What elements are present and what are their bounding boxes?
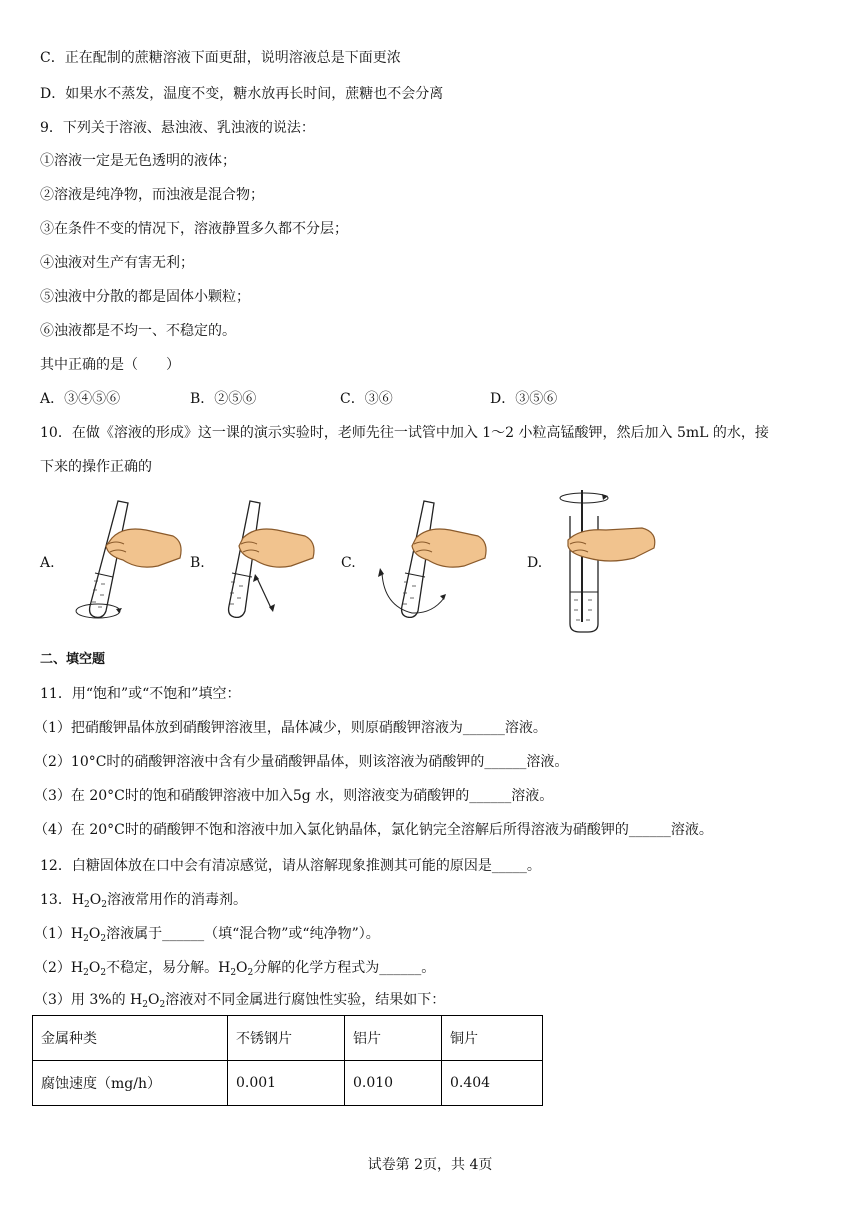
table-row xyxy=(33,1061,543,1106)
q10-figure-label-d: D. xyxy=(527,555,543,571)
q10-stem-line1: 10．在做《溶液的形成》这一课的演示实验时，老师先往一试管中加入 1～2 小粒高锰酸钾，然后加入 5mL 的水，接 xyxy=(40,425,769,441)
h2o2-formula: $H_2O_2$ xyxy=(218,960,254,978)
q9-statement-6: ⑥浊液都是不均一、不稳定的。 xyxy=(40,323,236,339)
table-cell: 0.404 xyxy=(442,1061,543,1106)
q11-item-2: （2）10°C时的硝酸钾溶液中含有少量硝酸钾晶体，则该溶液为硝酸钾的______溶液。 xyxy=(34,754,569,770)
q9-statement-4: ④浊液对生产有害无利； xyxy=(40,255,194,271)
corrosion-table xyxy=(32,1015,543,1106)
q9-option-d: D．③⑤⑥ xyxy=(490,391,558,407)
table-header-row xyxy=(33,1016,543,1061)
q9-option-a: A．③④⑤⑥ xyxy=(40,391,121,407)
q12-stem: 12．白糖固体放在口中会有清凉感觉，请从溶解现象推测其可能的原因是_____。 xyxy=(40,858,541,874)
q8-option-d: D．如果水不蒸发，温度不变，糖水放再长时间，蔗糖也不会分离 xyxy=(40,86,444,102)
h2o2-formula: $H_2O_2$ xyxy=(70,960,107,978)
page-footer: 试卷第 2页，共 4页 xyxy=(367,1157,493,1173)
q10-figure-label-c: C. xyxy=(341,555,356,571)
q9-prompt: 其中正确的是（ ） xyxy=(40,357,180,373)
q11-item-4: （4）在 20°C时的硝酸钾不饱和溶液中加入氯化钠晶体，氯化钠完全溶解后所得溶液为硝酸钾的______溶液。 xyxy=(34,822,713,838)
q13-item-3: （3）用 3%的 $H_2O_2$溶液对不同金属进行腐蚀性实验，结果如下： xyxy=(34,992,446,1010)
q9-statement-2: ②溶液是纯净物，而浊液是混合物； xyxy=(40,187,264,203)
table-cell: 0.001 xyxy=(228,1061,345,1106)
h2o2-formula: $H_2O_2$ xyxy=(71,892,107,910)
q9-statement-1: ①溶液一定是无色透明的液体； xyxy=(40,153,236,169)
q13-item-2: $(2)H_2O_2$不稳定，易分解。$H_2O_2$分解的化学方程式为______。 xyxy=(34,960,436,978)
h2o2-formula: $H_2O_2$ xyxy=(70,926,107,944)
h2o2-formula: $H_2O_2$ xyxy=(130,992,166,1010)
q11-stem: 11．用“饱和”或“不饱和”填空： xyxy=(40,686,241,702)
q9-option-c: C．③⑥ xyxy=(340,391,393,407)
q11-item-3: （3）在 20°C时的饱和硝酸钾溶液中加入5g 水，则溶液变为硝酸钾的______溶液。 xyxy=(34,788,554,804)
section-title-fill-in: 二、填空题 xyxy=(40,652,106,667)
q10-figure-c-test-tube-rotate xyxy=(372,498,490,623)
q9-option-b: B．②⑤⑥ xyxy=(190,391,257,407)
q8-option-c: C．正在配制的蔗糖溶液下面更甜，说明溶液总是下面更浓 xyxy=(40,50,401,66)
q13-stem: 13．$H_2O_2$溶液常用作的消毒剂。 xyxy=(40,892,247,910)
q10-figure-label-b: B. xyxy=(190,555,205,571)
table-header-cell: 铜片 xyxy=(442,1016,543,1061)
table-header-cell: 不锈钢片 xyxy=(228,1016,345,1061)
q9-stem: 9．下列关于溶液、悬浊液、乳浊液的说法： xyxy=(40,120,315,136)
q10-figure-b-test-tube-shake xyxy=(215,498,327,623)
q11-item-1: （1）把硝酸钾晶体放到硝酸钾溶液里，晶体减少，则原硝酸钾溶液为______溶液。 xyxy=(34,720,547,736)
q10-figure-d-stirring-rod xyxy=(550,484,662,636)
q13-item-1: $(1)H_2O_2$溶液属于______（填“混合物”或“纯净物”）。 xyxy=(34,926,380,944)
q10-figure-a-test-tube-swirl xyxy=(68,498,186,623)
table-cell: 0.010 xyxy=(345,1061,442,1106)
q9-statement-3: ③在条件不变的情况下，溶液静置多久都不分层； xyxy=(40,221,348,237)
q10-figure-label-a: A. xyxy=(40,555,55,571)
q9-statement-5: ⑤浊液中分散的都是固体小颗粒； xyxy=(40,289,250,305)
q10-stem-line2: 下来的操作正确的 xyxy=(40,459,152,475)
table-cell: 腐蚀速度（mg/h） xyxy=(33,1061,228,1106)
table-header-cell: 金属种类 xyxy=(33,1016,228,1061)
table-header-cell: 铝片 xyxy=(345,1016,442,1061)
